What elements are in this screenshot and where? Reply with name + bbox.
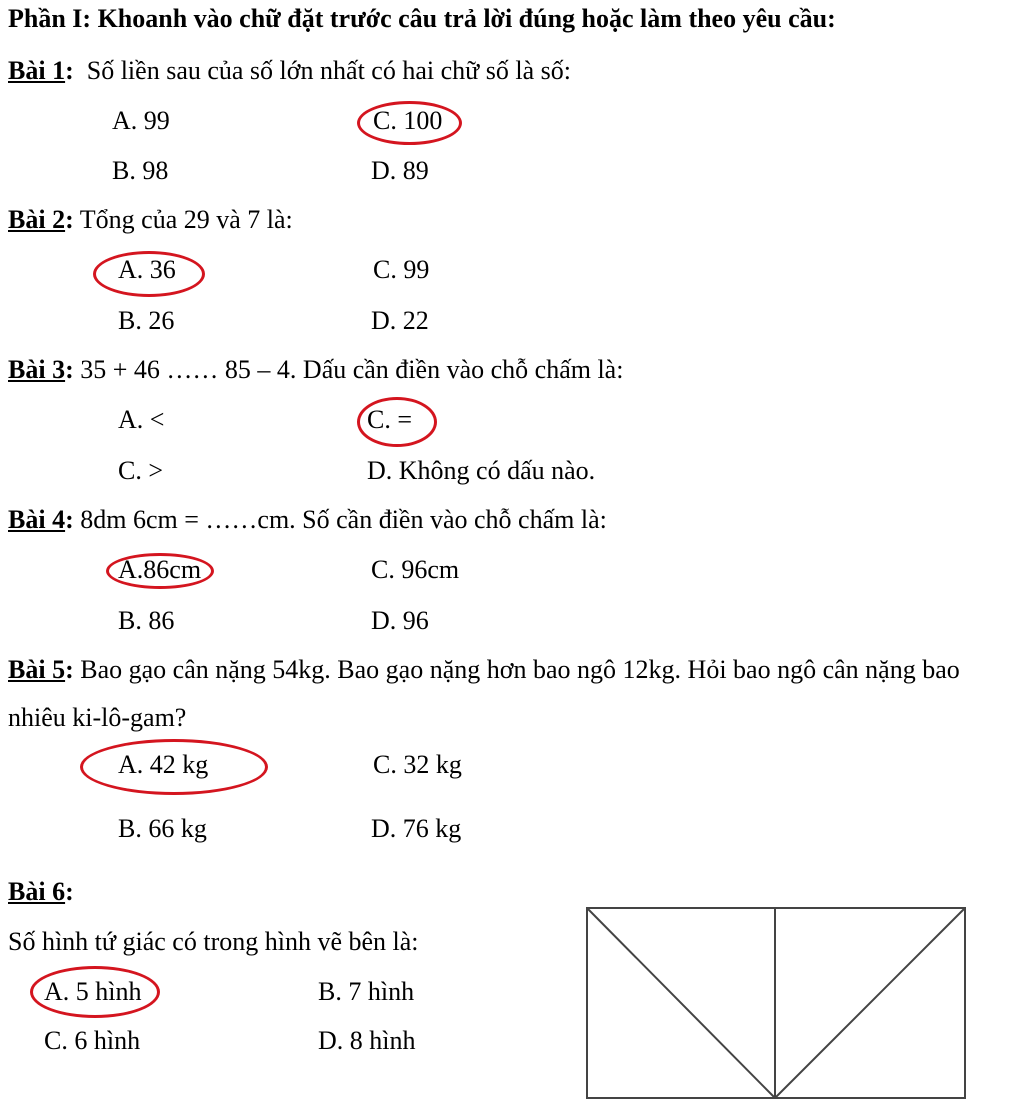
- q6-option-d[interactable]: D. 8 hình: [318, 1026, 416, 1055]
- q3-option-d[interactable]: D. Không có dấu nào.: [367, 456, 596, 485]
- q4-option-b[interactable]: B. 86: [118, 606, 175, 635]
- q4-option-c[interactable]: C. 96cm: [371, 555, 460, 584]
- question-3-sep: :: [65, 355, 74, 384]
- question-1-sep: :: [65, 56, 74, 85]
- quadrilateral-figure: [585, 906, 967, 1100]
- q3-option-c[interactable]: C. =: [367, 405, 413, 434]
- question-3-label: Bài 3: [8, 355, 66, 384]
- question-4: [8, 505, 607, 535]
- q5-option-a[interactable]: A. 42 kg: [118, 750, 209, 779]
- q1-option-b[interactable]: B. 98: [112, 156, 169, 185]
- question-1-label: Bài 1: [8, 56, 66, 85]
- question-6: [8, 877, 74, 907]
- q6-option-a[interactable]: A. 5 hình: [44, 977, 142, 1006]
- question-1-text: Số liền sau của số lớn nhất có hai chữ số là số:: [73, 56, 571, 85]
- question-3-text: 35 + 46 …… 85 – 4. Dấu cần điền vào chỗ chấm là:: [73, 355, 624, 384]
- q5-option-d[interactable]: D. 76 kg: [371, 814, 462, 843]
- question-5-text-continued: nhiêu ki-lô-gam?: [8, 703, 187, 732]
- question-2-text: Tổng của 29 và 7 là:: [73, 205, 293, 234]
- q5-option-b[interactable]: B. 66 kg: [118, 814, 207, 843]
- q1-option-d[interactable]: D. 89: [371, 156, 429, 185]
- question-5-sep: :: [65, 655, 74, 684]
- question-6-label: Bài 6: [8, 877, 66, 906]
- question-6-sep: :: [65, 877, 74, 906]
- q3-option-a[interactable]: A. <: [118, 405, 165, 434]
- q5-option-c[interactable]: C. 32 kg: [373, 750, 462, 779]
- q6-option-b[interactable]: B. 7 hình: [318, 977, 415, 1006]
- question-2: [8, 205, 293, 235]
- question-4-text: 8dm 6cm = ……cm. Số cần điền vào chỗ chấm là:: [73, 505, 607, 534]
- q1-option-c[interactable]: C. 100: [373, 106, 443, 135]
- question-3: [8, 355, 623, 385]
- q2-option-a[interactable]: A. 36: [118, 255, 176, 284]
- question-2-label: Bài 2: [8, 205, 66, 234]
- q2-option-c[interactable]: C. 99: [373, 255, 430, 284]
- question-4-label: Bài 4: [8, 505, 66, 534]
- q2-option-b[interactable]: B. 26: [118, 306, 175, 335]
- q2-option-d[interactable]: D. 22: [371, 306, 429, 335]
- question-5: [8, 655, 960, 685]
- q4-option-d[interactable]: D. 96: [371, 606, 429, 635]
- question-6-text: Số hình tứ giác có trong hình vẽ bên là:: [8, 927, 419, 956]
- question-1: [8, 56, 571, 86]
- question-5-text: Bao gạo cân nặng 54kg. Bao gạo nặng hơn bao ngô 12kg. Hỏi bao ngô cân nặng bao: [73, 655, 960, 684]
- question-2-sep: :: [65, 205, 74, 234]
- figure-left-diagonal: [587, 908, 775, 1098]
- q1-option-a[interactable]: A. 99: [112, 106, 170, 135]
- question-4-sep: :: [65, 505, 74, 534]
- q3-option-b[interactable]: C. >: [118, 456, 164, 485]
- q6-option-c[interactable]: C. 6 hình: [44, 1026, 141, 1055]
- section-heading: Phần I: Khoanh vào chữ đặt trước câu trả lời đúng hoặc làm theo yêu cầu:: [8, 4, 836, 33]
- figure-right-diagonal: [775, 908, 965, 1098]
- q4-option-a[interactable]: A.86cm: [118, 555, 202, 584]
- question-5-label: Bài 5: [8, 655, 66, 684]
